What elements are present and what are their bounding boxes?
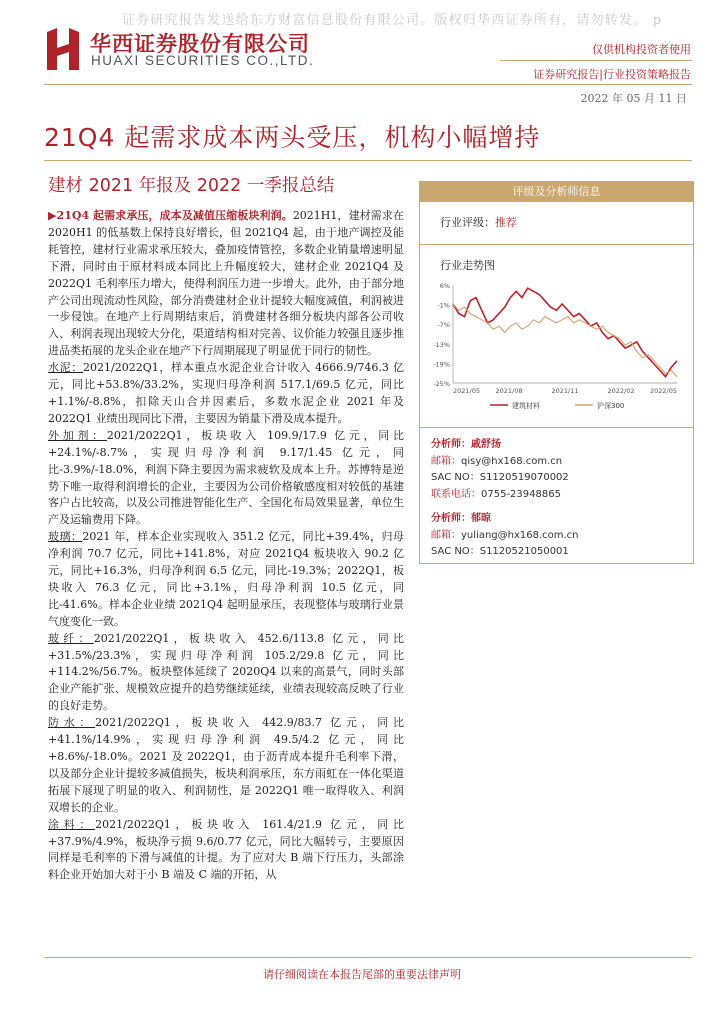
footer-divider xyxy=(44,957,692,958)
sidebar-divider xyxy=(420,244,693,245)
paragraph-lead: 外加剂： xyxy=(48,428,107,442)
report-date: 2022 年 05 月 11 日 xyxy=(580,92,687,105)
x-tick-label: 2021/05 xyxy=(453,387,481,395)
paragraph-text: 2021/2022Q1，样本重点水泥企业合计收入 4666.9/746.3 亿元，同比+53.8%/33.2%，实现归母净利润 517.1/69.5 亿元，同比+1.1%/-8.8%，扣除天山合并因素后，多数水泥企业 2021 年及 2022Q1 业绩出现同比下滑，主要因为销量下滑及成本提升。 xyxy=(48,361,405,425)
x-tick-label: 2022/02 xyxy=(607,387,635,395)
paragraph-lead: ▶21Q4 起需求承压，成本及减值压缩板块利润。 xyxy=(48,209,293,222)
sidebar-header: 评级及分析师信息 xyxy=(420,181,693,202)
header-divider-short xyxy=(500,60,692,61)
legend-label: 沪深300 xyxy=(597,402,625,410)
report-title: 21Q4 起需求成本两头受压，机构小幅增持 xyxy=(44,123,541,152)
paragraph-text: 2021/2022Q1，板块收入 161.4/21.9 亿元，同比+37.9%/4.9%，板块净亏损 9.6/0.77 亿元，同比大幅转亏，主要原因同样是毛利率的下滑与减值的计提。为了应对大 B 端下行压力，头部涂料企业开始加大对于小 B 端及 C 端的开拓，从 xyxy=(48,817,404,882)
analyst-phone: 0755-23948865 xyxy=(481,488,561,500)
company-name-cn: 华西证券股份有限公司 xyxy=(90,32,310,56)
paragraph-text: 2021/2022Q1，板块收入 452.6/113.8 亿元，同比+31.5%/23.3%，实现归母净利润 105.2/29.8 亿元，同比+114.2%/56.7%。板块整体延续了 2020Q4 以来的高景气，同时头部企业产能扩张、规模效应提升的趋势继续延续，业绩表现较高反映了行业的良好走势。 xyxy=(48,631,404,713)
paragraph-lead: 水泥： xyxy=(48,361,83,375)
paragraph-lead: 涂料： xyxy=(48,817,96,831)
company-name-en: HUAXI SECURITIES CO.,LTD. xyxy=(91,53,315,68)
y-tick-label: -19% xyxy=(433,360,450,369)
analyst-name: 戚舒扬 xyxy=(471,439,501,450)
paragraph-text: 2021/2022Q1，板块收入 109.9/17.9 亿元，同比+24.1%/-8.7%，实现归母净利润 9.17/1.45 亿元，同比-3.9%/-18.0%，利润下降主要因为需求疲软及成本上升。苏博特是逆势下唯一取得利润增长的企业，主要因为公司价格敏感度相对较低的基建客户占比较高，以及公司推进智能化生产、全国化布局效果显著，单位生产及运输费用下降。 xyxy=(48,428,404,527)
paragraph-text: 2021 年，样本企业实现收入 351.2 亿元，同比+39.4%，归母净利润 70.7 亿元，同比+141.8%，对应 2021Q4 板块收入 90.2 亿元，同比+16.3%，归母净利润 6.5 亿元，同比-19.3%；2022Q1，板块收入 76.3 亿元，同比+3.1%，归母净利润 10.5 亿元，同比-41.6%。样本企业业绩 2021Q4 起明显承压，表现整体与玻璃行业景气度变化一致。 xyxy=(48,530,404,628)
sac-label: SAC NO： xyxy=(431,546,480,557)
audience-tag: 仅供机构投资者使用 xyxy=(592,43,691,56)
analyst-sac: S1120521050001 xyxy=(479,546,569,557)
header-divider xyxy=(44,84,692,85)
trend-label: 行业走势图 xyxy=(440,259,495,272)
y-tick-label: -25% xyxy=(433,380,450,388)
paragraph-text: 2021H1，建材需求在 2020H1 的低基数上保持良好增长，但 2021Q4 起，由于地产调控及能耗管控，建材行业需求承压较大，叠加疫情管控，多数企业销量增速明显下滑，同时由于原材料成本同比上升幅度较大，建材企业 2021Q4 及 2022Q1 毛利率压力增大，使得利润压力进一步增大。此外，由于部分地产公司出现流动性风险，部分消费建材企业计提较大幅度减值，利润被进一步侵蚀。在地产上行周期结束后，消费建材各细分板块内部各公司收入、利润表现出现较大分化，渠道结构相对完善、议价能力较强且逐步推进品类拓展的龙头企业在地产下行周期展现了明显优于同行的韧性。 xyxy=(48,209,404,358)
watermark: 证券研究报告发送给东方财富信息股份有限公司。版权归华西证券所有，请勿转发。 p xyxy=(122,13,663,28)
sac-label: SAC NO： xyxy=(431,472,480,483)
y-tick-label: -7% xyxy=(437,321,450,330)
sidebar-divider xyxy=(420,427,693,428)
analyst-role: 分析师： xyxy=(431,513,471,524)
analyst-role: 分析师： xyxy=(431,439,471,450)
analyst-email[interactable]: qisy@hx168.com.cn xyxy=(461,455,563,467)
report-type-tag: 证券研究报告|行业投资策略报告 xyxy=(533,68,691,81)
title-divider xyxy=(44,160,692,161)
company-logo xyxy=(44,26,82,72)
legend-label: 建筑材料 xyxy=(512,402,540,410)
analyst-name: 郁晾 xyxy=(471,513,491,524)
paragraph-lead: 玻璃： xyxy=(48,530,83,544)
report-subtitle: 建材 2021 年报及 2022 一季报总结 xyxy=(48,176,335,196)
main-body xyxy=(48,208,404,884)
phone-label: 联系电话： xyxy=(431,488,481,500)
rating-value: 推荐 xyxy=(495,216,517,229)
analyst-email[interactable]: yuliang@hx168.com.cn xyxy=(461,529,579,541)
industry-rating xyxy=(440,214,517,230)
paragraph-waterproof xyxy=(48,715,404,816)
sidebar-panel xyxy=(419,181,694,564)
series-line-2 xyxy=(453,304,677,377)
paragraph-text: 2021/2022Q1，板块收入 442.9/83.7 亿元，同比+41.1%/14.9%，实现归母净利润 49.5/4.2 亿元，同比+8.6%/-18.0%。2021 及 2022Q1，由于沥青成本提升毛利率下滑，以及部分企业计提较多减值损失，板块利润承压，东方雨虹在一体化渠道拓展下展现了明显的收入、利润韧性，是 2022Q1 唯一取得收入、利润双增长的企业。 xyxy=(48,716,404,814)
x-tick-label: 2022/05 xyxy=(649,387,677,395)
paragraph-fiberglass xyxy=(48,631,404,716)
analyst-card-1 xyxy=(431,437,569,503)
series-line-1 xyxy=(453,288,677,377)
paragraph-coatings xyxy=(48,817,404,885)
paragraph-summary xyxy=(48,208,404,360)
x-tick-label: 2021/11 xyxy=(551,387,579,395)
legal-notice-footer: 请仔细阅读在本报告尾部的重要法律声明 xyxy=(263,968,461,981)
email-label: 邮箱： xyxy=(431,455,461,467)
email-label: 邮箱： xyxy=(431,529,461,541)
y-tick-label: -13% xyxy=(433,340,450,349)
paragraph-lead: 玻纤： xyxy=(48,631,94,645)
analyst-card-2 xyxy=(431,511,579,561)
x-tick-label: 2021/08 xyxy=(495,387,523,395)
y-tick-label: 6% xyxy=(439,282,450,290)
industry-trend-chart xyxy=(425,279,687,424)
paragraph-lead: 防水： xyxy=(48,716,96,730)
analyst-sac: S1120519070002 xyxy=(479,472,569,483)
paragraph-glass xyxy=(48,529,404,630)
paragraph-cement xyxy=(48,360,404,428)
paragraph-admixture xyxy=(48,428,404,529)
y-tick-label: -1% xyxy=(437,301,450,310)
rating-label: 行业评级： xyxy=(440,216,495,229)
